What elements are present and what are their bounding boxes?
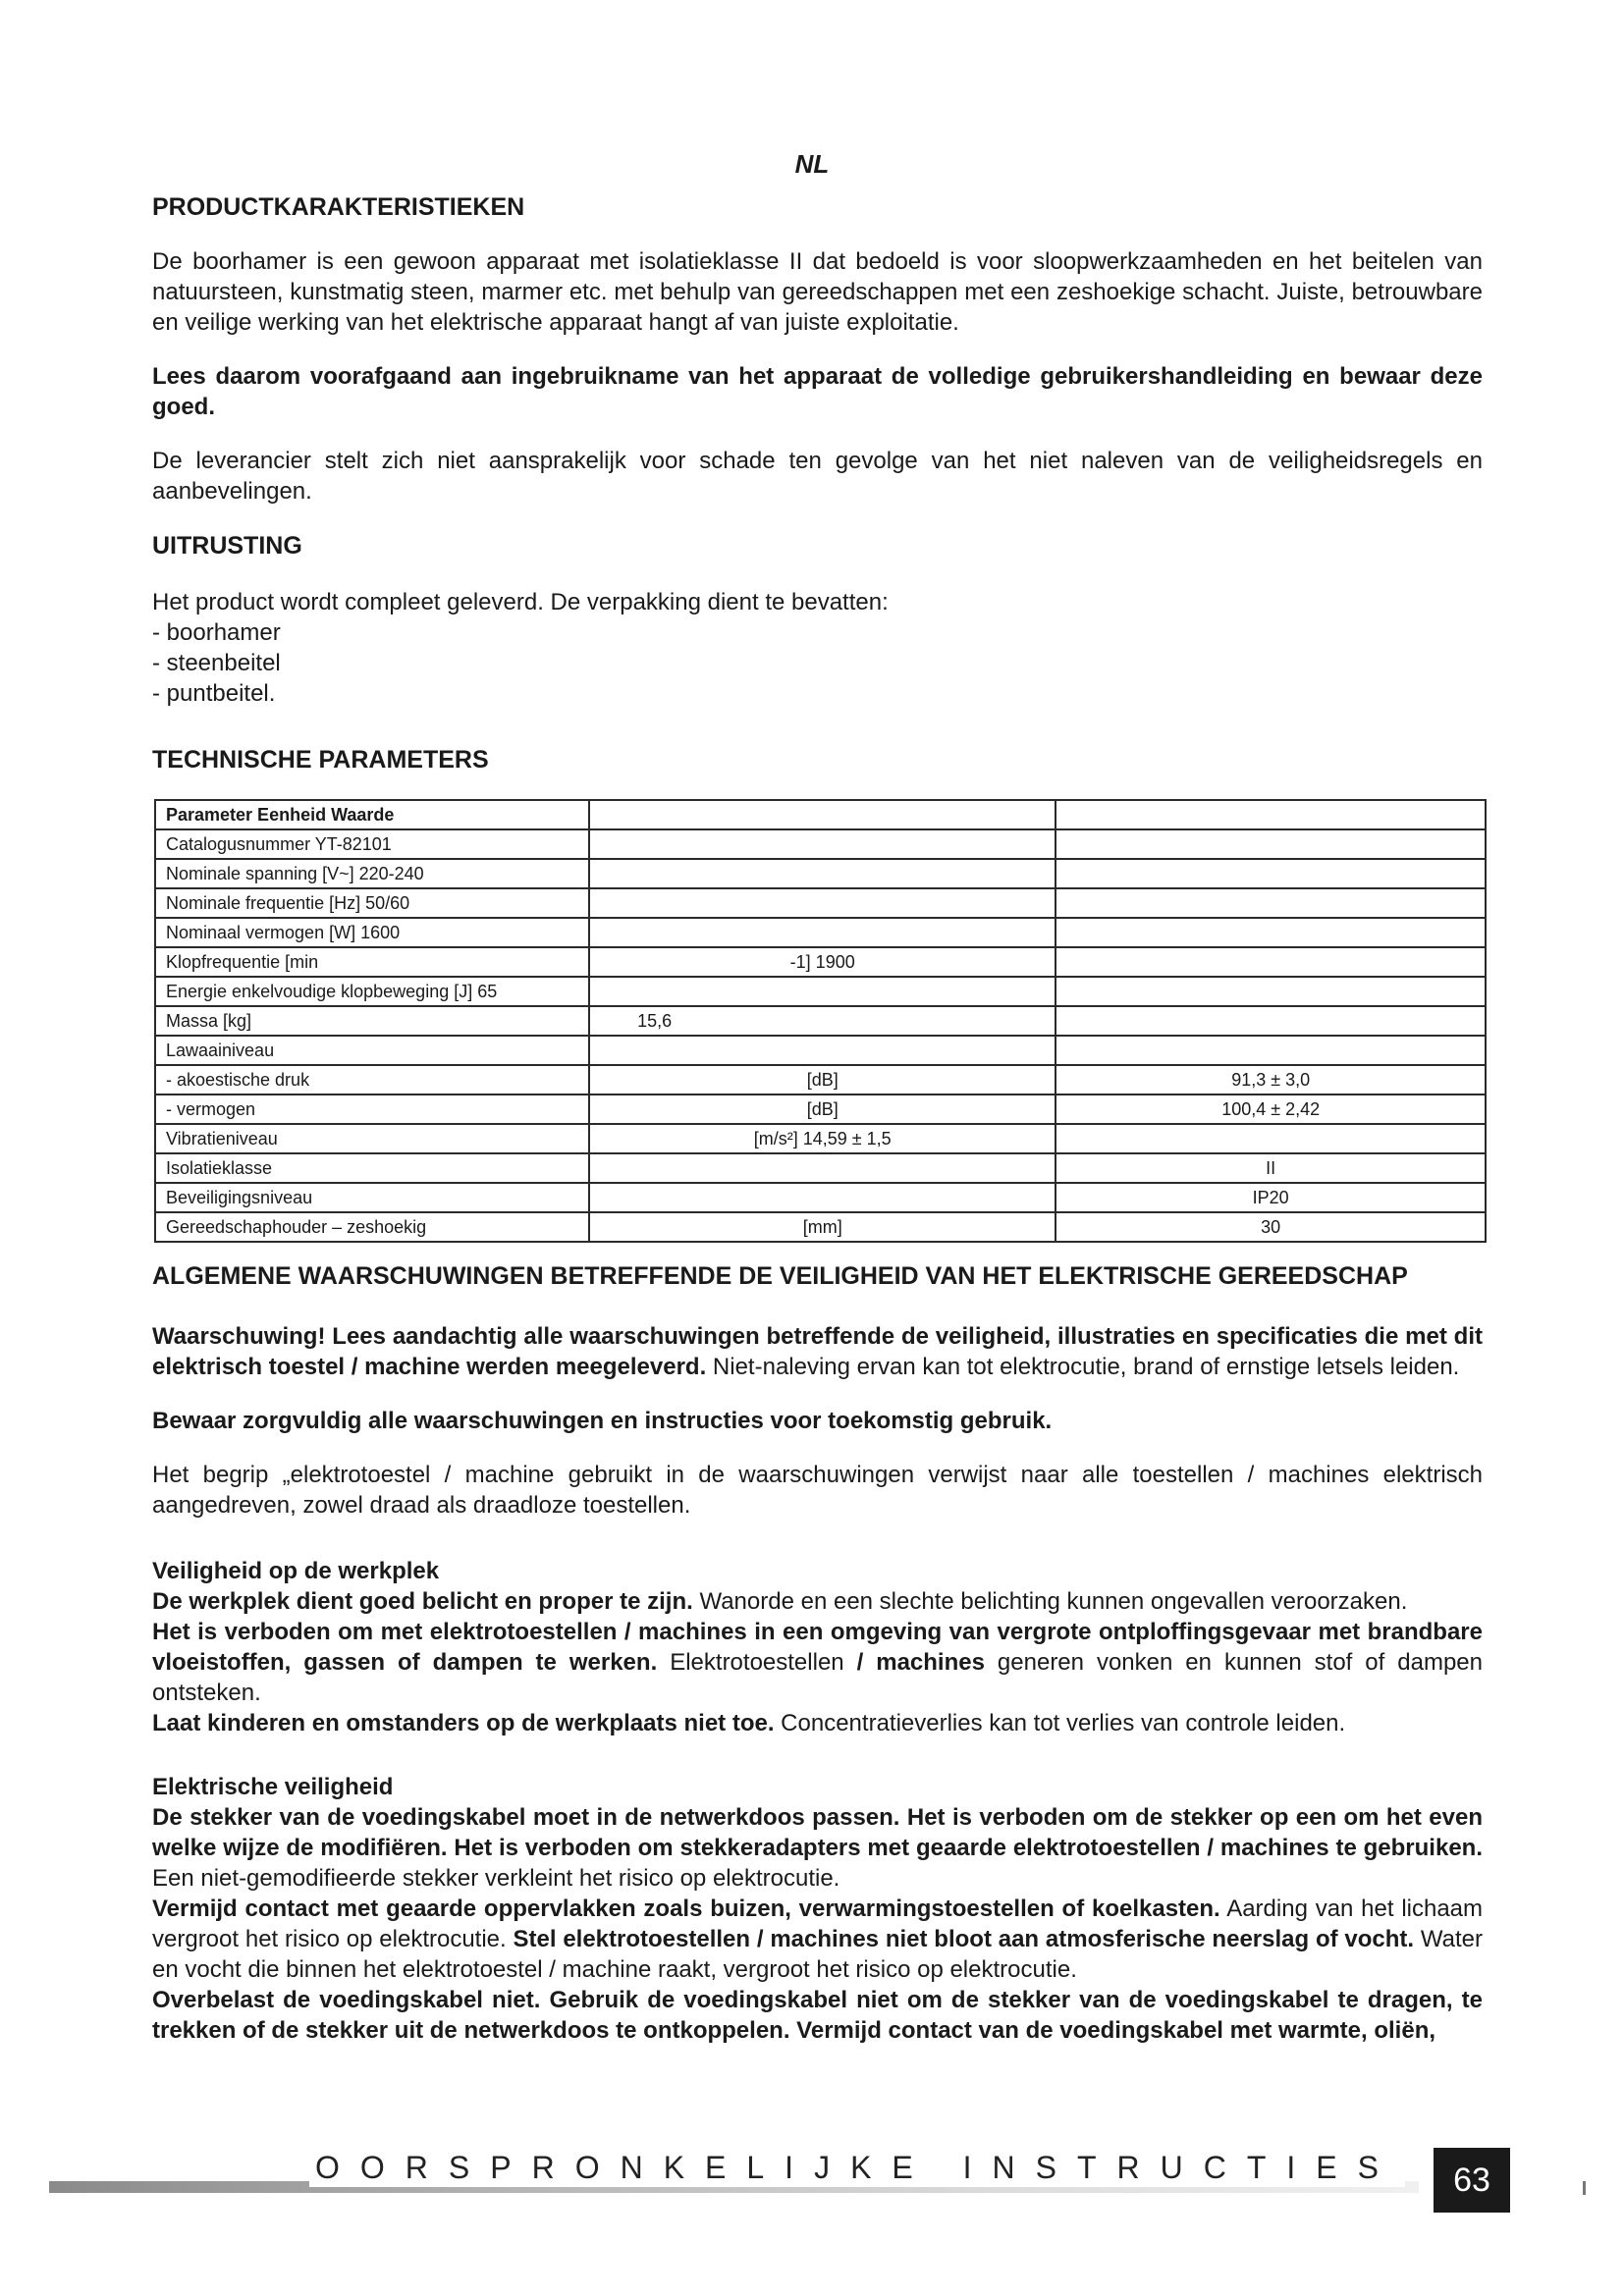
electrical-item (152, 1894, 1483, 1985)
language-label: NL (794, 149, 830, 179)
workplace-item-normal: generen vonken en kunnen stof of dampen ontsteken. (152, 1649, 1484, 1706)
table-cell: 91,3 ± 3,0 (1056, 1065, 1486, 1095)
table-cell (1056, 918, 1486, 947)
table-cell: [dB] (589, 1065, 1056, 1095)
workplace-item-normal: Wanorde en een slechte belichting kunnen ongevallen veroorzaken. (692, 1588, 1408, 1615)
table-cell: Nominaal vermogen [W] 1600 (155, 918, 589, 947)
warning-keep-instructions: Bewaar zorgvuldig alle waarschuwingen en instructies voor toekomstig gebruik. (152, 1408, 1053, 1434)
table-cell: - vermogen (155, 1095, 589, 1124)
electrical-item-bold: Vermijd contact met geaarde oppervlakken zoals buizen, verwarmingstoestellen of koelkasten. (152, 1896, 1220, 1922)
table-cell (589, 1036, 1056, 1065)
table-cell: Vibratieniveau (155, 1124, 589, 1153)
workplace-item (152, 1617, 1483, 1708)
subsection-title-workplace: Veiligheid op de werkplek (152, 1558, 440, 1584)
table-row (155, 947, 1486, 977)
table-cell: 100,4 ± 2,42 (1056, 1095, 1486, 1124)
electrical-item-bold: De stekker van de voedingskabel moet in de netwerkdoos passen. Het is verboden om de stekker op een om het even welke wijze de modifiëren. Het is verboden om stekkeradapters met geaarde elektrotoestellen / machines te gebruiken. (152, 1804, 1483, 1861)
workplace-item (152, 1586, 1483, 1617)
table-cell: IP20 (1056, 1183, 1486, 1212)
table-row (155, 859, 1486, 888)
table-cell (589, 1153, 1056, 1183)
section-title-technical: TECHNISCHE PARAMETERS (152, 746, 489, 774)
table-cell: [m/s²] 14,59 ± 1,5 (589, 1124, 1056, 1153)
document-body (152, 191, 1483, 2079)
table-row (155, 1212, 1486, 1242)
warning-read-instructions (152, 1321, 1483, 1382)
table-cell (1056, 1006, 1486, 1036)
subsection-title-electrical: Elektrische veiligheid (152, 1774, 394, 1800)
table-cell: Nominale frequentie [Hz] 50/60 (155, 888, 589, 918)
workplace-item-bold: / machines (856, 1649, 985, 1676)
table-cell (589, 918, 1056, 947)
table-row (155, 829, 1486, 859)
edge-mark (1583, 2181, 1586, 2195)
table-row (155, 1065, 1486, 1095)
list-item: - steenbeitel (152, 650, 281, 676)
list-item: - puntbeitel. (152, 680, 276, 707)
workplace-item-normal: Elektrotoestellen (657, 1649, 857, 1676)
table-row (155, 1006, 1486, 1036)
table-cell: - akoestische druk (155, 1065, 589, 1095)
page-number: 63 (1434, 2148, 1510, 2213)
table-cell: Energie enkelvoudige klopbeweging [J] 65 (155, 977, 589, 1006)
table-row (155, 1124, 1486, 1153)
table-row (155, 1153, 1486, 1183)
table-cell: Catalogusnummer YT-82101 (155, 829, 589, 859)
workplace-safety-block (152, 1556, 1483, 1738)
table-cell: 15,6 (589, 1006, 1056, 1036)
table-cell: Lawaainiveau (155, 1036, 589, 1065)
electrical-item (152, 1802, 1483, 1894)
electrical-item-bold: Overbelast de voedingskabel niet. Gebruik de voedingskabel niet om de stekker van de voedingskabel te dragen, te trekken of de stekker uit de netwerkdoos te ontkoppelen. Vermijd contact van de voedingskabel met warmte, oliën, (152, 1987, 1483, 2044)
section-title-equipment: UITRUSTING (152, 532, 302, 560)
table-cell: [mm] (589, 1212, 1056, 1242)
equipment-intro: Het product wordt compleet geleverd. De verpakking dient te bevatten: (152, 589, 889, 615)
electrical-item-normal: Een niet-gemodifieerde stekker verkleint het risico op elektrocutie. (152, 1865, 840, 1892)
warning-read-normal: Niet-naleving ervan kan tot elektrocutie, brand of ernstige letsels leiden. (706, 1354, 1460, 1380)
table-cell: Nominale spanning [V~] 220-240 (155, 859, 589, 888)
product-description: De boorhamer is een gewoon apparaat met isolatieklasse II dat bedoeld is voor sloopwerkzaamheden en het beitelen van natuursteen, kunstmatig steen, marmer etc. met behulp van gereedschappen met een zeshoekige schacht. Juiste, betrouwbare en veilige werking van het elektrische apparaat hangt af van juiste exploitatie. (152, 248, 1483, 336)
table-row (155, 888, 1486, 918)
table-row (155, 1036, 1486, 1065)
warning-read-bold: Waarschuwing! Lees aandachtig alle waarschuwingen betreffende de veiligheid, illustraties en specificaties die met dit elektrisch toestel / machine werden meegeleverd. (152, 1323, 1483, 1380)
workplace-item-bold: Laat kinderen en omstanders op de werkplaats niet toe. (152, 1710, 775, 1736)
workplace-item-bold: Het is verboden om met elektrotoestellen / machines in een omgeving van vergrote ontploffingsgevaar met brandbare vloeistoffen, gassen of dampen te werken. (152, 1619, 1483, 1676)
table-cell (1056, 1036, 1486, 1065)
table-cell: Massa [kg] (155, 1006, 589, 1036)
table-cell (1056, 829, 1486, 859)
table-cell (1056, 800, 1486, 829)
table-cell (589, 859, 1056, 888)
table-cell (589, 800, 1056, 829)
table-cell (1056, 1124, 1486, 1153)
table-cell: II (1056, 1153, 1486, 1183)
electrical-item-normal: Water en vocht die binnen het elektrotoestel / machine raakt, vergroot het risico op elektrocutie. (152, 1926, 1483, 1983)
table-cell (1056, 859, 1486, 888)
table-cell: Beveiligingsniveau (155, 1183, 589, 1212)
workplace-item-bold: De werkplek dient goed belicht en proper te zijn. (152, 1588, 693, 1615)
table-row (155, 918, 1486, 947)
table-row (155, 1183, 1486, 1212)
list-item: - boorhamer (152, 619, 281, 646)
table-cell (1056, 888, 1486, 918)
electrical-item-normal: Aarding van het lichaam vergroot het risico op elektrocutie. (152, 1896, 1484, 1952)
liability-notice: De leverancier stelt zich niet aansprakelijk voor schade ten gevolge van het niet naleven van de veiligheidsregels en aanbevelingen. (152, 448, 1483, 505)
table-cell (589, 829, 1056, 859)
section-title-warnings: ALGEMENE WAARSCHUWINGEN BETREFFENDE DE VEILIGHEID VAN HET ELEKTRISCHE GEREEDSCHAP (152, 1262, 1408, 1290)
table-cell: -1] 1900 (589, 947, 1056, 977)
table-cell: Klopfrequentie [min (155, 947, 589, 977)
electrical-item-bold: Stel elektrotoestellen / machines niet bloot aan atmosferische neerslag of vocht. (513, 1926, 1415, 1952)
table-cell (589, 977, 1056, 1006)
table-row (155, 977, 1486, 1006)
table-row (155, 1095, 1486, 1124)
warning-definition: Het begrip „elektrotoestel / machine gebruikt in de waarschuwingen verwijst naar alle toestellen / machines elektrisch aangedreven, zowel draad als draadloze toestellen. (152, 1462, 1483, 1519)
table-cell (1056, 977, 1486, 1006)
table-header-row (155, 800, 1486, 829)
table-cell: Gereedschaphouder – zeshoekig (155, 1212, 589, 1242)
page-footer (0, 2148, 1624, 2216)
electrical-item (152, 1985, 1483, 2046)
equipment-list (152, 587, 1483, 709)
table-cell: [dB] (589, 1095, 1056, 1124)
table-cell (1056, 947, 1486, 977)
table-cell: Isolatieklasse (155, 1153, 589, 1183)
section-title-product: PRODUCTKARAKTERISTIEKEN (152, 193, 525, 221)
table-cell (589, 1183, 1056, 1212)
table-cell: Parameter Eenheid Waarde (155, 800, 589, 829)
table-cell: 30 (1056, 1212, 1486, 1242)
footer-title: OORSPRONKELIJKE INSTRUCTIES (309, 2148, 1405, 2187)
workplace-item-normal: Concentratieverlies kan tot verlies van controle leiden. (774, 1710, 1346, 1736)
table-cell (589, 888, 1056, 918)
technical-parameters-table (154, 799, 1487, 1243)
workplace-item (152, 1708, 1483, 1738)
electrical-safety-block (152, 1772, 1483, 2046)
read-manual-notice: Lees daarom voorafgaand aan ingebruikname van het apparaat de volledige gebruikershandleiding en bewaar deze goed. (152, 363, 1483, 420)
